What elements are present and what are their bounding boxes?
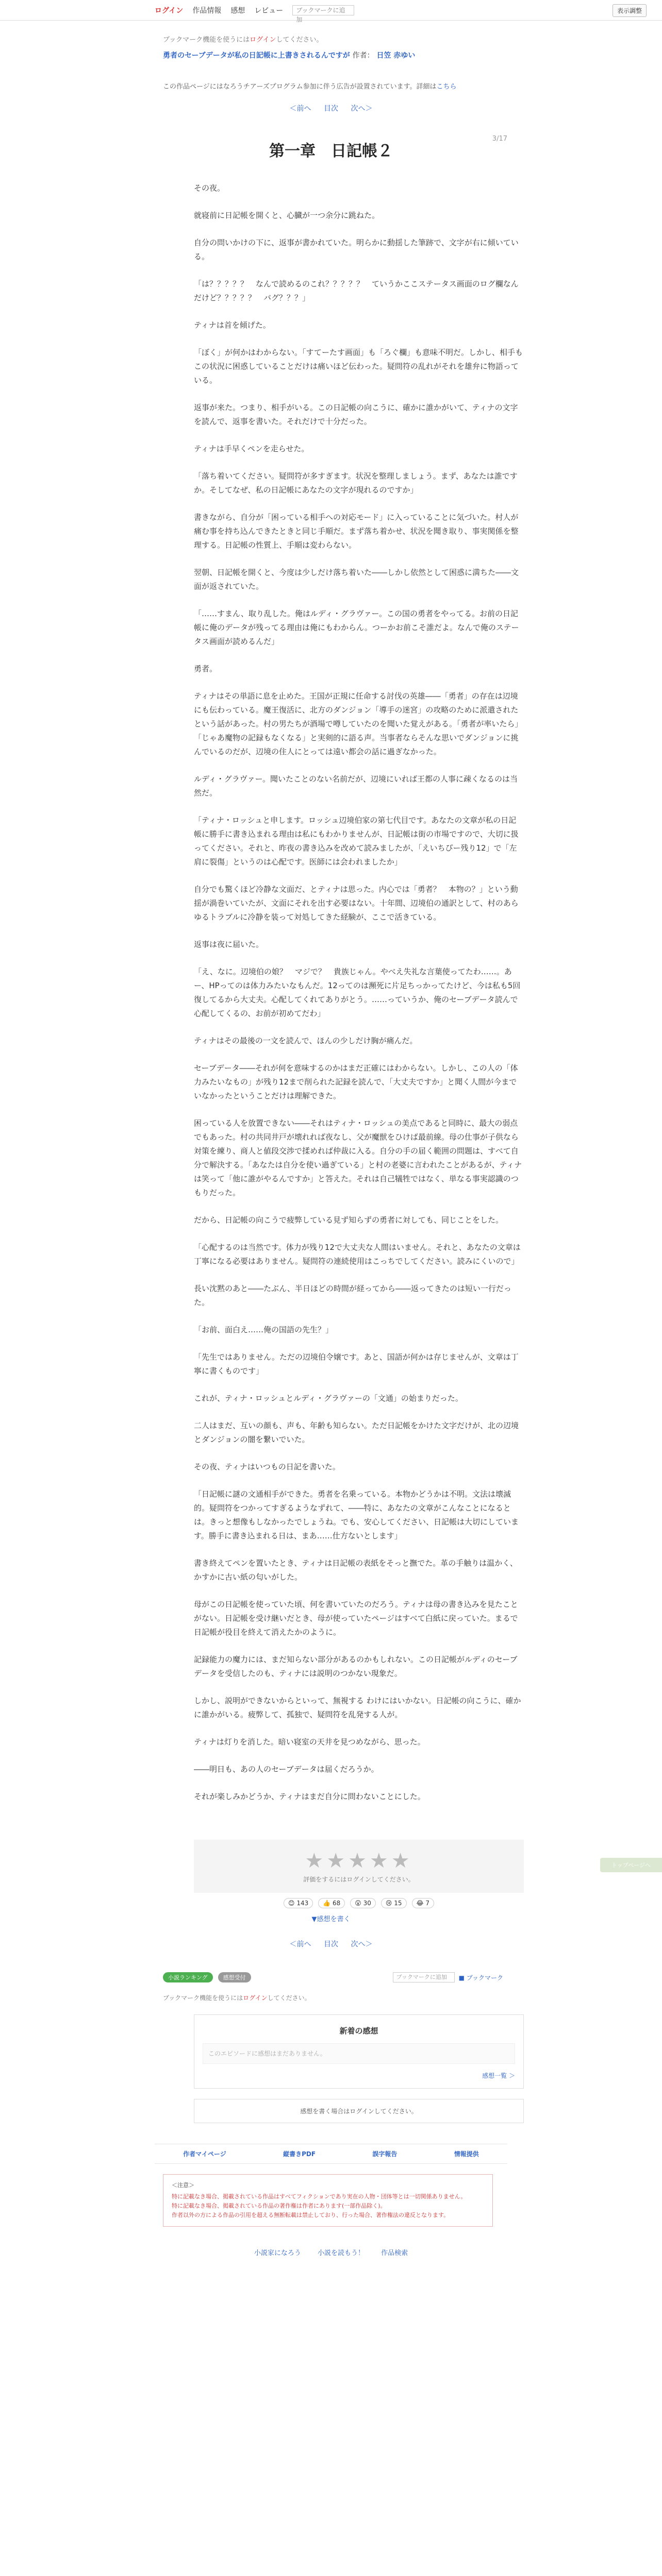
- series-title-link[interactable]: 勇者のセーブデータが私の日記帳に上書きされるんですが: [163, 52, 350, 60]
- body-paragraph: 返事が来た。つまり、相手がいる。この日記帳の向こうに、確かに誰かがいて、ティナの文字を読んで、返事を書いた。それだけで十分だった。: [194, 403, 518, 426]
- display-settings-button[interactable]: 表示調整: [613, 4, 647, 17]
- body-paragraph: 困っている人を放置できない――それはティナ・ロッシュの美点であると同時に、最大の弱点でもあった。村の共同井戸が壊れれば夜なし、父が魔獣をひけば最前線。母の仕事が子供なら対策を練り、商人と値段交渉で揉めれば仲裁に入る。自分の手の届く範囲の問題は、すべて自分で解決する。「あなたは自分を使い過ぎている」と村の老婆に言われたことがあるが、ティナは笑って「他に誰がやるんですか」と答えた。それは自己犠牲ではなく、単なる事実認識のつもりだった。: [194, 1118, 522, 1197]
- caution-line: 作者以外の方による作品の引用を超える無断転載は禁止しており、行った場合、著作権法の違反となります。: [172, 2212, 450, 2218]
- nav-item-impressions[interactable]: 感想: [230, 6, 245, 15]
- bookmark-button[interactable]: ■ ブックマーク: [458, 1974, 503, 1981]
- bottom-prev-link[interactable]: ＜前へ: [289, 1940, 311, 1948]
- body-paragraph: その夜、ティナはいつもの日記を書いた。: [194, 1462, 340, 1471]
- body-paragraph: 「お前、面白え……俺の国語の先生？」: [194, 1325, 334, 1334]
- body-paragraph: 「ティナ・ロッシュと申します。ロッシュ辺境伯家の第七代目です。あなたの文章が私の日記帳に勝手に書き込まれる理由は私にもわかりませんが、日記帳は街の市場ですので、大切に扱ってください。それと、昨夜の書き込みを改めて読みましたが、「えいちぴー残り12」で「左肩に裂傷」というのは心配です。医師には会われましたか」: [194, 816, 519, 867]
- body-paragraph: ティナは首を傾げた。: [194, 320, 271, 330]
- novel-body: [194, 181, 524, 1804]
- bottom-toc-link[interactable]: 目次: [324, 1940, 338, 1948]
- body-paragraph: 母がこの日記帳を使っていた頃、何を書いていたのだろう。ティナは母の書き込みを見たことがない。日記帳を受け継いだとき、母が使っていたページはすべて白紙に戻っていた。まるで日記帳が役目を終えて消えたかのように。: [194, 1600, 518, 1637]
- nav-item-reviews[interactable]: レビュー: [254, 6, 284, 15]
- caution-line: 特に記載なき場合、掲載されている作品はすべてフィクションであり実在の人物・団体等とは一切関係ありません。: [172, 2193, 467, 2200]
- reaction-button[interactable]: [412, 1898, 435, 1908]
- comments-empty: このエピソードに感想はまだありません。: [203, 2043, 515, 2064]
- footer-links: [155, 2144, 507, 2164]
- bottom-pager: [0, 1939, 662, 1949]
- reaction-count: 143: [296, 1900, 309, 1907]
- body-paragraph: 勇者。: [194, 664, 218, 673]
- body-paragraph: しかし、説明ができないからといって、無視する わけにはいかない。日記帳の向こうに、確かに誰かがいる。疲弊して、孤独で、疑問符を乱発する人が。: [194, 1696, 521, 1719]
- page-number: 3/17: [492, 135, 507, 143]
- footer-link-yomou[interactable]: 小説を読もう！: [317, 2249, 365, 2257]
- write-login-box: 感想を書く場合はログインしてください。: [194, 2099, 524, 2123]
- body-paragraph: ティナは灯りを消した。暗い寝室の天井を見つめながら、思った。: [194, 1737, 425, 1747]
- body-paragraph: 書き終えてペンを置いたとき、ティナは日記帳の表紙をそっと撫でた。革の手触りは温かく、かすかに古い紙の匂いがした。: [194, 1558, 518, 1582]
- rating-box: [194, 1840, 524, 1893]
- reaction-count: 7: [425, 1900, 430, 1907]
- impression-badge: 感想受付: [218, 1972, 251, 1982]
- body-paragraph: 自分でも驚くほど冷静な文面だ、とティナは思った。内心では「勇者？ 本物の？」という動揺が渦巻いていたが、文面にそれを出す必要はない。十年間、辺境伯の通訳として、村のあらゆるトラブルに冷静を装って対処してきた経験が、ここで活きている。: [194, 885, 519, 922]
- notice-login-link[interactable]: ログイン: [250, 36, 276, 44]
- body-paragraph: その夜。: [194, 183, 225, 193]
- badge-bar: [163, 1970, 503, 1985]
- reaction-count: 30: [363, 1900, 371, 1907]
- bookmark-field[interactable]: ブックマークに追加: [393, 1972, 455, 1982]
- body-paragraph: 「先生ではありません。ただの辺境伯令嬢です。あと、国語が何かは存じませんが、文章は丁寧に書くものです」: [194, 1352, 519, 1376]
- body-paragraph: 翌朝、日記帳を開くと、今度は少しだけ落ち着いた――しかし依然として困惑に満ちた――文面が返されていた。: [194, 568, 519, 591]
- body-paragraph: 「落ち着いてください。疑問符が多すぎます。状況を整理しましょう。まず、あなたは誰ですか。そしてなぜ、私の日記帳にあなたの文字が現れるのですか」: [194, 471, 518, 495]
- rating-stars[interactable]: ★★★★★: [305, 1849, 413, 1873]
- comments-title: 新着の感想: [339, 2026, 378, 2036]
- reaction-button[interactable]: [381, 1898, 407, 1908]
- body-paragraph: 「……すまん、取り乱した。俺はルディ・グラヴァー。この国の勇者をやってる。お前の日記帳に俺のデータが残ってる理由は俺にもわからん。つーかお前こそ誰だよ。なんで俺のステータス画面が読めるんだ」: [194, 609, 519, 646]
- body-paragraph: ――明日も、あの人のセーブデータは届くだろうか。: [194, 1765, 379, 1774]
- to-top-tab[interactable]: トップページへ: [600, 1858, 662, 1872]
- author-mypage-link[interactable]: 作者マイページ: [183, 2150, 226, 2158]
- bookmark-login-notice: ブックマーク機能を使うにはログインしてください。: [163, 36, 323, 44]
- info-report-link[interactable]: 情報提供: [454, 2150, 479, 2158]
- body-paragraph: 「心配するのは当然です。体力が残り12で大丈夫な人間はいません。それと、あなたの文章は丁寧になる必要はありません。疑問符の連続使用はこっちでしてください。読みにくいので」: [194, 1243, 521, 1266]
- body-paragraph: セーブデータ――それが何を意味するのかはまだ正確にはわからない。しかし、この人の「体力みたいなもの」が残り12まで削られた記録を読んで、「大丈夫ですか」と聞く人間が今までいなかったということだけは理解できた。: [194, 1063, 518, 1100]
- body-paragraph: 自分の問いかけの下に、返事が書かれていた。明らかに動揺した筆跡で、文字が右に傾いている。: [194, 238, 519, 261]
- typo-report-link[interactable]: 誤字報告: [372, 2150, 398, 2158]
- rating-note: 評価をするにはログインしてください。: [303, 1876, 415, 1883]
- reaction-icon: 😮: [355, 1900, 361, 1907]
- body-paragraph: 返事は夜に届いた。: [194, 940, 264, 949]
- ad-notice: この作品ページにはなろうチアーズプログラム参加に伴う広告が設置されています。詳細はこちら: [163, 83, 457, 91]
- reaction-icon: 😊: [288, 1900, 295, 1907]
- ad-notice-link[interactable]: こちら: [436, 83, 457, 91]
- top-pager: [0, 103, 662, 113]
- reaction-icon: 👍: [323, 1900, 331, 1907]
- body-paragraph: 就寝前に日記帳を開くと、心臓が一つ余分に跳ねた。: [194, 211, 380, 220]
- all-comments-link[interactable]: 感想一覧 ＞: [482, 2072, 515, 2079]
- footer-link-narou[interactable]: 小説家になろう: [254, 2249, 301, 2257]
- vertical-pdf-link[interactable]: 縦書きPDF: [283, 2150, 316, 2158]
- top-nav: [155, 5, 354, 23]
- bottom-next-link[interactable]: 次へ＞: [351, 1940, 373, 1948]
- notice-login-link-bottom[interactable]: ログイン: [243, 1994, 268, 2002]
- toc-link[interactable]: 目次: [324, 105, 338, 113]
- comments-box: [194, 2014, 524, 2089]
- body-paragraph: 「ぼく」が何かはわからない。「すてーたす画面」も「ろぐ欄」も意味不明だ。しかし、相手もこの状況に困惑していることだけは痛いほど伝わった。疑問符の乱れがそれを雄弁に物語っている。: [194, 348, 523, 385]
- login-link[interactable]: ログイン: [155, 6, 184, 15]
- body-paragraph: 長い沈黙のあと――たぶん、半日ほどの時間が経ってから――返ってきたのは短い一行だった。: [194, 1284, 511, 1307]
- reaction-icon: 😂: [416, 1900, 424, 1907]
- reaction-bar: [194, 1898, 524, 1908]
- body-paragraph: ティナはその単語に息を止めた。王国が正規に任命する討伐の英雄――「勇者」の存在は辺境にも伝わっている。魔王復活に、北方のダンジョン「導手の迷宮」の攻略のために派遣されたという話があった。村の男たちが酒場で噂していたのを聞いた覚えがある。「勇者が率いたら」「じゃあ魔物の記録もなくなる」と実剣的に語る声。当事者ならそんな思いでダンジョンに挑んでいるのだが、辺境の住人にとっては遠い都会の話に過ぎなかった。: [194, 691, 523, 756]
- reaction-count: 15: [394, 1900, 402, 1907]
- reaction-count: 68: [333, 1900, 341, 1907]
- series-title: [163, 50, 662, 60]
- bookmark-controls: [393, 1972, 503, 1982]
- next-link[interactable]: 次へ＞: [351, 105, 373, 113]
- bookmark-add-field[interactable]: ブックマークに追加: [292, 5, 354, 15]
- body-paragraph: これが、ティナ・ロッシュとルディ・グラヴァーの「文通」の始まりだった。: [194, 1394, 463, 1403]
- body-paragraph: 「は？？？？？ なんで読めるのこれ？？？？？ ていうかここステータス画面のログ欄なんだけど？？？？？ バグ？？？」: [194, 279, 519, 302]
- reaction-button[interactable]: [318, 1898, 345, 1908]
- ranking-badge[interactable]: 小説ランキング: [163, 1972, 213, 1982]
- body-paragraph: 「え、なに。辺境伯の娘？ マジで？ 貴族じゃん。やべえ失礼な言葉使ってたわ……。あー、HPってのは体力みたいなもんだ。12ってのは瀕死に片足ちっかってたけど、今は私も5回復してるから大丈夫。心配してくれてありがとう。……っていうか、俺のセーブデータ読んで心配してくるの、お前が初めてだわ」: [194, 967, 521, 1018]
- top-navbar: [0, 0, 662, 21]
- caution-line: 特に記載なき場合、掲載されている作品の著作権は作者にあります(一部作品除く)。: [172, 2202, 386, 2209]
- body-paragraph: 記録能力の魔力には、まだ知らない部分があるのかもしれない。この日記帳がルディのセーブデータを受信したのも、ティナには説明のつかない現象だ。: [194, 1655, 518, 1678]
- bookmark-login-notice-bottom: ブックマーク機能を使うにはログインしてください。: [163, 1994, 311, 2002]
- author-label: 作者：: [352, 52, 374, 60]
- body-paragraph: ティナは手早くペンを走らせた。: [194, 444, 309, 453]
- reaction-button[interactable]: [350, 1898, 376, 1908]
- caution-head: ＜注意＞: [172, 2182, 194, 2189]
- body-paragraph: ティナはその最後の一文を読んで、ほんの少しだけ胸が痛んだ。: [194, 1036, 418, 1045]
- write-impression-link[interactable]: ▼感想を書く: [311, 1916, 351, 1923]
- prev-link[interactable]: ＜前へ: [289, 105, 311, 113]
- body-paragraph: 書きながら、自分が「困っている相手への対応モード」に入っていることに気づいた。村人が痛む事を持ち込んできたときと同じ手順だ。まず落ち着かせ、状況を聞き取り、事実関係を整理する。日記帳の性質上、手順は変わらない。: [194, 513, 519, 550]
- caution-box: [163, 2174, 493, 2227]
- reaction-icon: 😢: [385, 1900, 392, 1907]
- body-paragraph: 二人はまだ、互いの顔も、声も、年齢も知らない。ただ日記帳をかけた文字だけが、北の辺境とダンジョンの闇を繋いでいた。: [194, 1421, 519, 1444]
- body-paragraph: ルディ・グラヴァー。聞いたことのない名前だが、辺境にいれば王都の人事に疎くなるのは当然だ。: [194, 774, 518, 798]
- body-paragraph: だから、日記帳の向こうで疲弊している見ず知らずの勇者に対しても、同じことをした。: [194, 1215, 504, 1225]
- reaction-button[interactable]: [284, 1898, 313, 1908]
- site-footer: [0, 2247, 662, 2257]
- chapter-title: 第一章 日記帳２: [269, 142, 393, 160]
- author-link[interactable]: 日笠 赤ゆい: [376, 52, 416, 60]
- footer-link-search[interactable]: 作品検索: [381, 2249, 408, 2257]
- nav-item-info[interactable]: 作品情報: [192, 6, 222, 15]
- body-paragraph: それが楽しみかどうか、ティナはまだ自分に問わないことにした。: [194, 1792, 425, 1801]
- body-paragraph: 「日記帳に謎の文通相手ができた。勇者を名乗っている。本物かどうかは不明。文法は壊滅的。疑問符をつかってすぎるようなずれて、――特に、あなたの文章がこんなことになるとは。きっと想像もしなかったでしょうね。でも、安心してください、日記帳は大切にしています。勝手に書き込まれる日は、まあ……仕方ないとします」: [194, 1489, 519, 1540]
